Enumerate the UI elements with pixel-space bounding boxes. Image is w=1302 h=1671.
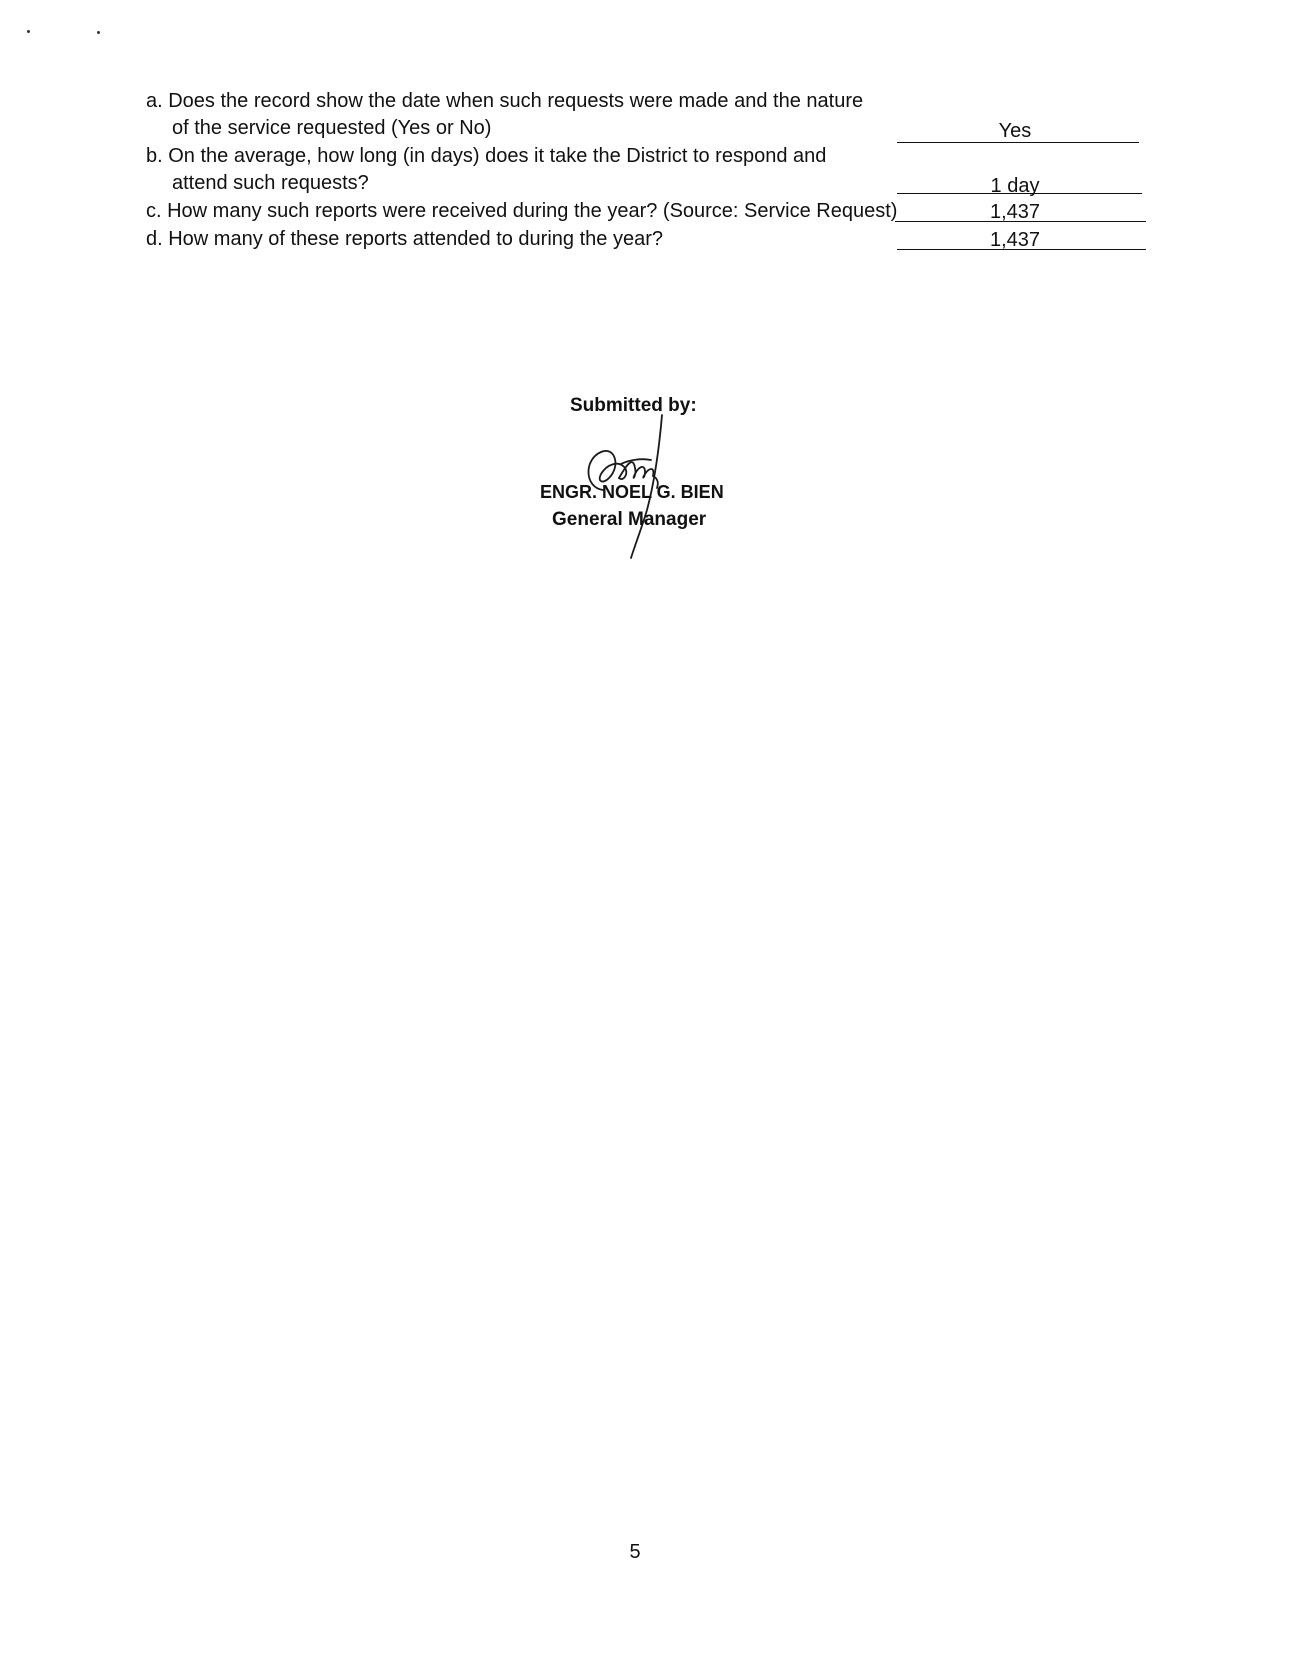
answer-a-underline <box>897 142 1139 143</box>
answer-b-underline <box>897 193 1142 194</box>
signatory-title: General Manager <box>552 509 707 530</box>
page-number: 5 <box>629 1541 641 1563</box>
answer-c-underline <box>895 221 1146 222</box>
question-a-line-1: a. Does the record show the date when such requests were made and the nature <box>146 90 864 112</box>
signatory-name: ENGR. NOEL G. BIEN <box>540 482 724 502</box>
scan-speck <box>97 31 100 34</box>
answer-c: 1,437 <box>989 201 1041 223</box>
scan-speck <box>27 30 30 33</box>
question-d: d. How many of these reports attended to during the year? <box>146 228 663 250</box>
answer-d: 1,437 <box>989 229 1041 251</box>
answer-b: 1 day <box>990 175 1040 197</box>
question-a-line-2: of the service requested (Yes or No) <box>172 117 492 139</box>
answer-d-underline <box>897 249 1146 250</box>
answer-a: Yes <box>998 120 1032 142</box>
question-b-line-2: attend such requests? <box>172 172 369 194</box>
question-b-line-1: b. On the average, how long (in days) does it take the District to respond and <box>146 145 827 167</box>
submitted-by-label: Submitted by: <box>570 395 697 416</box>
question-c: c. How many such reports were received during the year? (Source: Service Request) <box>146 200 898 222</box>
